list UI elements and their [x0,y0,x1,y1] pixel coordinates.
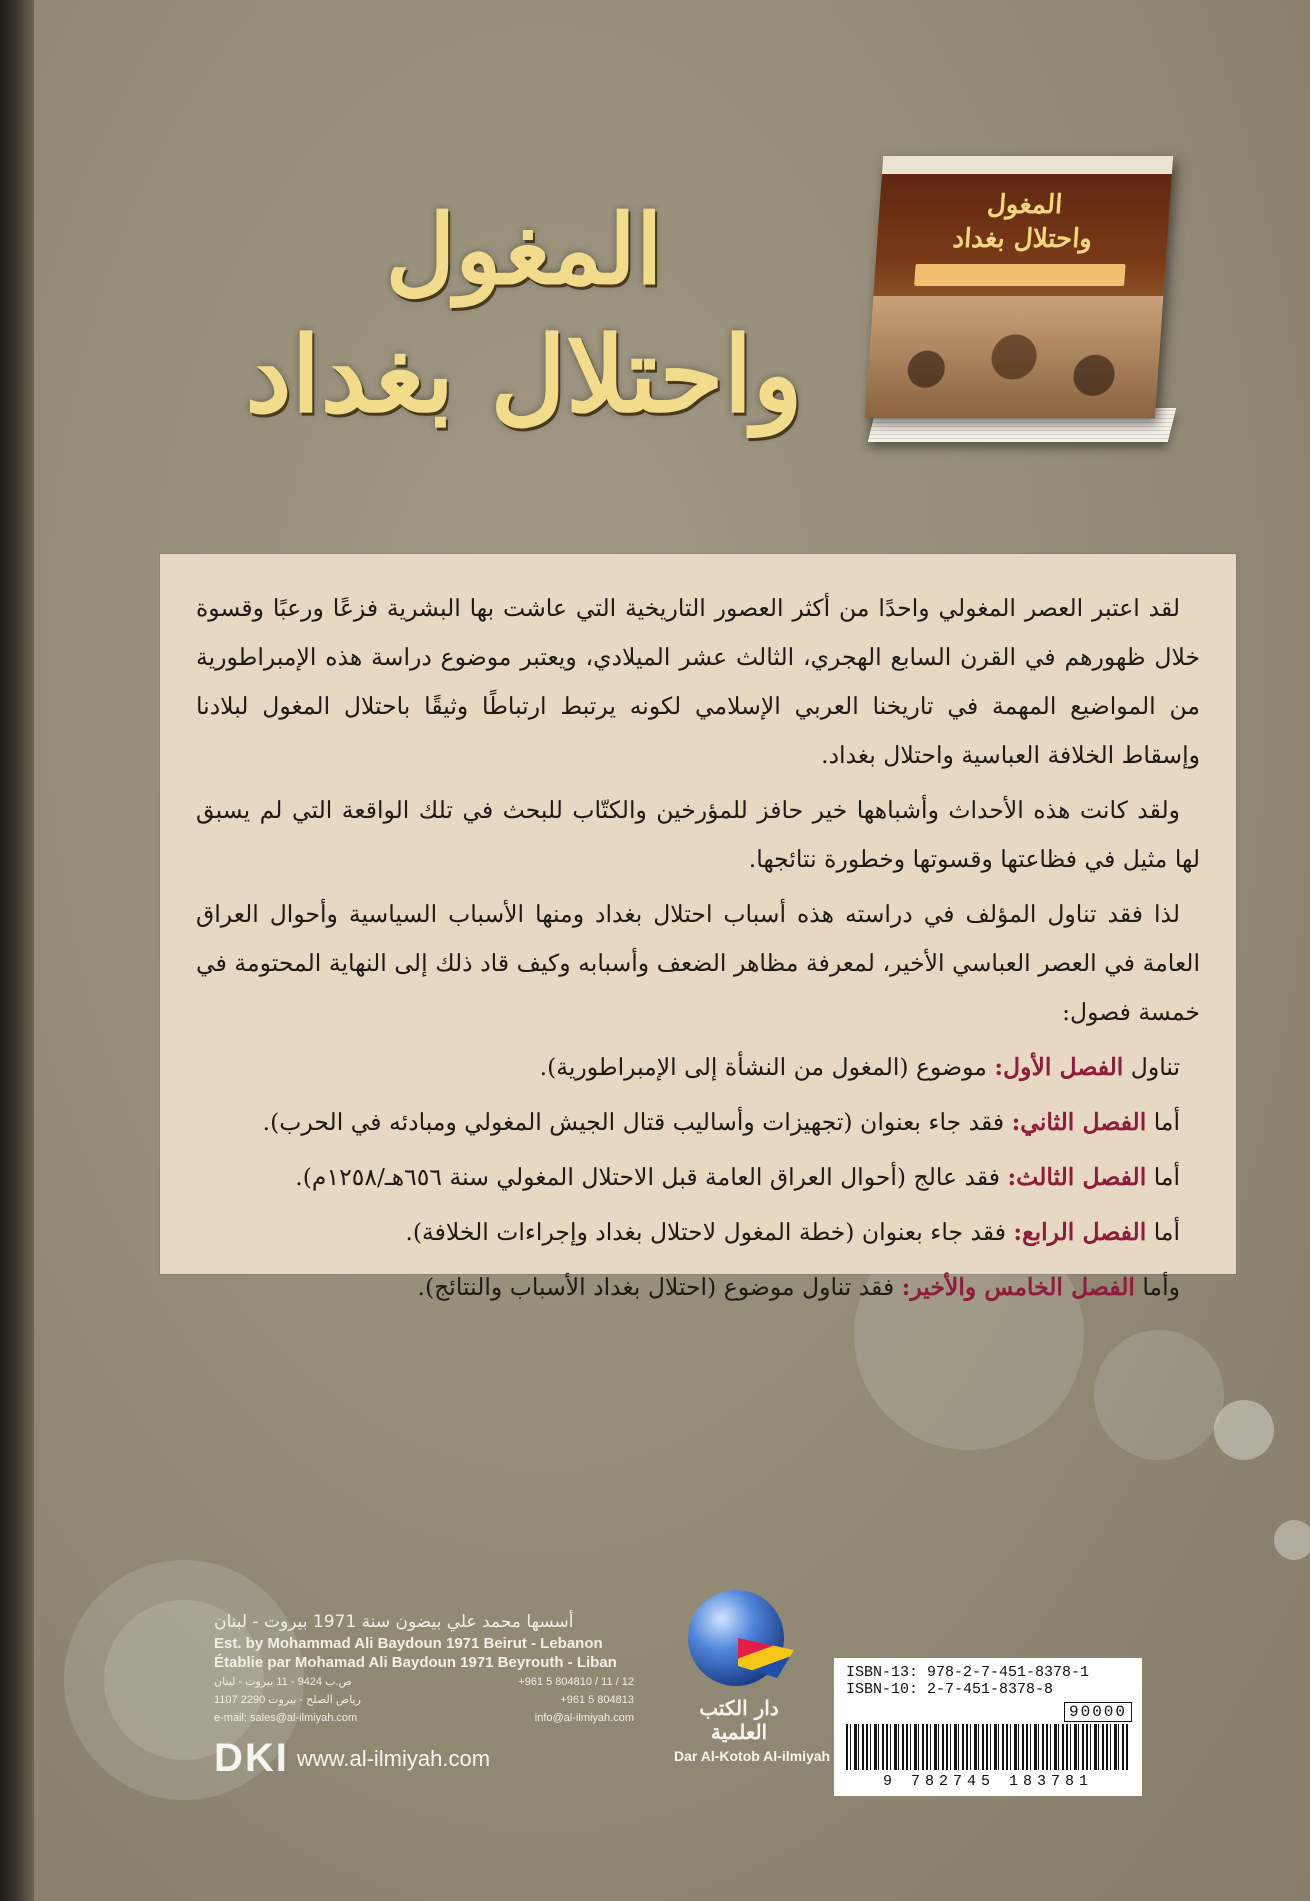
book-mockup-title-line1: المغول [986,190,1064,220]
isbn-block [834,1658,1142,1796]
tel-number: +961 5 804810 / 11 / 12 [518,1676,634,1688]
description-paragraph: لذا فقد تناول المؤلف في دراسته هذه أسباب احتلال بغداد ومنها الأسباب السياسية وأحوال العراق العامة في العصر العباسي الأخير، لمعرفة مظاهر الضعف وأسبابه وكيف قاد ذلك إلى النهاية المحتومة في خمسة فصول: [196,900,1200,1026]
book-spine [0,0,34,1901]
website-line [214,1736,634,1781]
riad-solh: رياض الصلح - بيروت 2290 1107 [214,1694,361,1706]
chapter-text: فقد جاء بعنوان (تجهيزات وأساليب قتال الجيش المغولي ومبادئه في الحرب). [262,1108,1012,1136]
sales-email[interactable]: e-mail: sales@al-ilmiyah.com [214,1712,358,1724]
decor-circle [1274,1520,1310,1560]
cover-title-line2: واحتلال بغداد [245,313,803,436]
chapter-label: الفصل الأول: [994,1053,1124,1081]
chapter-text: فقد عالج (أحوال العراق العامة قبل الاحتلال المغولي سنة ٦٥٦هـ/١٢٥٨م). [295,1163,1008,1191]
publisher-logo [674,1590,831,1764]
cover-title-line1: المغول [385,193,663,306]
decor-circle [1094,1330,1224,1460]
book-top-band [882,156,1173,174]
chapter-prefix: وأما [1134,1273,1180,1301]
isbn10: ISBN-10: 2-7-451-8378-8 [846,1681,1054,1698]
publisher-imprint [214,1610,634,1781]
publisher-name-ar: دار الكتب العلمية [699,1696,779,1744]
chapter-prefix: أما [1146,1108,1180,1136]
chapter-text: فقد تناول موضوع (احتلال بغداد الأسباب والنتائج). [417,1273,902,1301]
founded-fr: Établie par Mohamad Ali Baydoun 1971 Beyrouth - Liban [214,1654,617,1671]
cover-title [244,190,804,440]
isbn13: ISBN-13: 978-2-7-451-8378-1 [846,1664,1090,1681]
contact-row [214,1692,634,1708]
contact-row [214,1674,634,1690]
founded-ar: أسسها محمد علي بيضون سنة 1971 بيروت - لبنان [214,1612,574,1632]
flag-icon [738,1638,794,1678]
book-front-cover [865,156,1173,418]
decor-circle [1214,1400,1274,1460]
chapter-label: الفصل الثالث: [1007,1163,1147,1191]
publisher-name-en: Dar Al-Kotob Al-ilmiyah [674,1748,831,1764]
chapter-item [196,1263,1200,1312]
chapter-item [196,1153,1200,1202]
book-mockup [854,140,1184,460]
info-email[interactable]: info@al-ilmiyah.com [534,1712,634,1724]
globe-icon [688,1590,784,1686]
description-paragraph: ولقد كانت هذه الأحداث وأشباهها خير حافز للمؤرخين والكتّاب للبحث في تلك الواقعة التي لم يسبق لها مثيل في فظاعتها وقسوتها وخطورة نتائجها. [196,796,1200,873]
chapter-text: موضوع (المغول من النشأة إلى الإمبراطورية). [539,1053,995,1081]
chapter-item [196,1098,1200,1147]
battle-illustration [865,296,1164,418]
price-code: 90000 [1064,1702,1132,1722]
barcode-digits: 9 782745 183781 [882,1773,1094,1790]
chapter-label: الفصل الرابع: [1013,1218,1147,1246]
book-mockup-title [886,188,1161,256]
po-box: ص.ب 9424 - 11 بيروت - لبنان [214,1676,352,1688]
website-link[interactable]: www.al-ilmiyah.com [296,1745,491,1771]
chapter-label: الفصل الخامس والأخير: [901,1273,1135,1301]
description-text [196,584,1200,1318]
back-cover [34,0,1310,1901]
book-mockup-subtitle-band [914,264,1126,286]
chapter-prefix: أما [1146,1218,1180,1246]
chapter-item [196,1208,1200,1257]
barcode-icon [846,1724,1130,1770]
chapter-prefix: تناول [1123,1053,1180,1081]
chapter-label: الفصل الثاني: [1011,1108,1147,1136]
founded-en: Est. by Mohammad Ali Baydoun 1971 Beirut - Lebanon [214,1635,603,1652]
fax-number: +961 5 804813 [560,1694,634,1706]
contact-row [214,1710,634,1726]
dki-logo: DKI [214,1736,289,1780]
chapter-prefix: أما [1146,1163,1180,1191]
description-panel [160,554,1236,1301]
book-mockup-title-line2: واحتلال بغداد [951,224,1094,254]
chapter-item [196,1043,1200,1092]
chapter-text: فقد جاء بعنوان (خطة المغول لاحتلال بغداد وإجراءات الخلافة). [405,1218,1014,1246]
description-paragraph: لقد اعتبر العصر المغولي واحدًا من أكثر العصور التاريخية التي عاشت بها البشرية فزعًا ورعبًا وقسوة خلال ظهورهم في القرن السابع الهجري، الثالث عشر الميلادي، ويعتبر موضوع دراسة هذه الإمبراطورية من المواضيع المهمة في تاريخنا العربي الإسلامي لكونه يرتبط ارتباطًا وثيقًا باحتلال المغول لبلادنا وإسقاط الخلافة العباسية واحتلال بغداد. [196,594,1200,769]
